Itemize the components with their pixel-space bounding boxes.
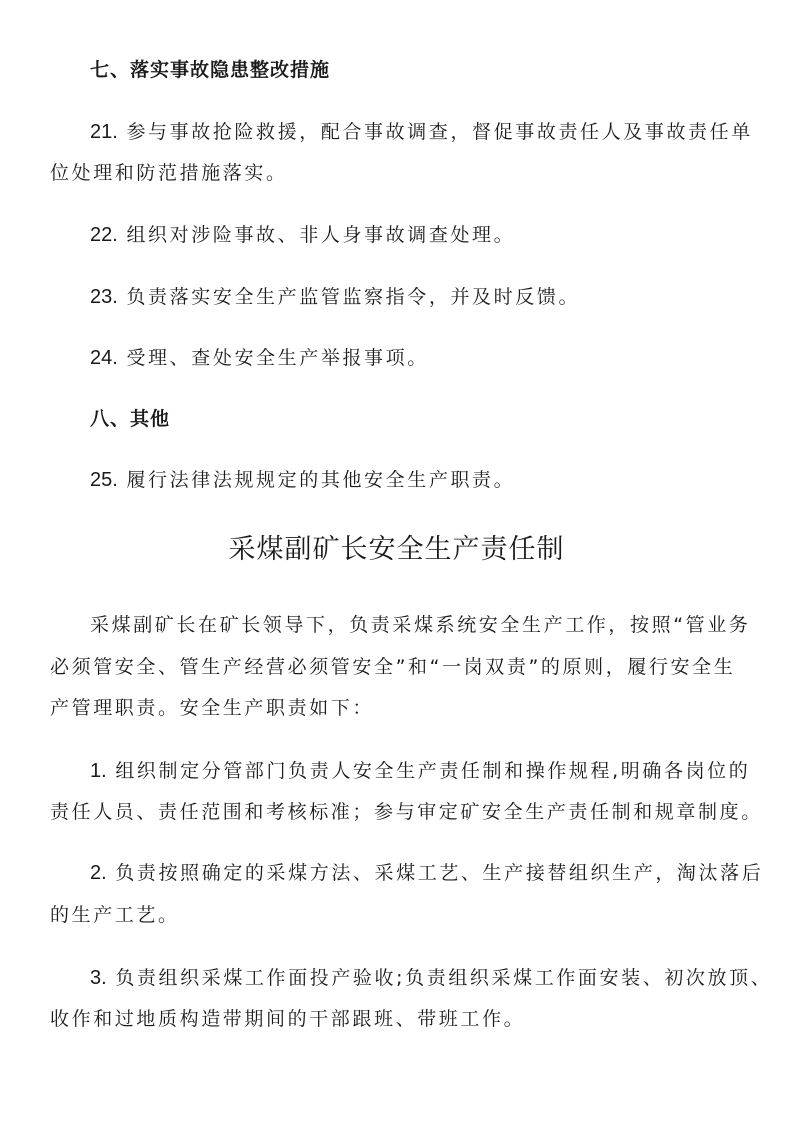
item-number: 25. bbox=[90, 469, 118, 491]
item-text: 履行法律法规规定的其他安全生产职责。 bbox=[117, 469, 516, 491]
item-text: 组织对涉险事故、非人身事故调查处理。 bbox=[117, 224, 516, 246]
item-24 bbox=[90, 345, 790, 371]
item-text: 受理、查处安全生产举报事项。 bbox=[117, 347, 429, 369]
item-number: 22. bbox=[90, 224, 118, 246]
item-text: 负责组织采煤工作面投产验收;负责组织采煤工作面安装、初次放顶、 bbox=[106, 967, 773, 989]
item-number: 2. bbox=[90, 862, 107, 884]
item-text: 负责落实安全生产监管监察指令，并及时反馈。 bbox=[117, 286, 581, 308]
duty-3-line-2: 收作和过地质构造带期间的干部跟班、带班工作。 bbox=[50, 1008, 526, 1030]
duty-1-line-1 bbox=[90, 758, 790, 784]
item-number: 3. bbox=[90, 967, 107, 989]
item-23 bbox=[90, 284, 790, 310]
duty-3-line-1 bbox=[90, 965, 790, 991]
item-25 bbox=[90, 467, 790, 493]
item-number: 23. bbox=[90, 286, 118, 308]
intro-line-1: 采煤副矿长在矿长领导下，负责采煤系统安全生产工作，按照“管业务 bbox=[90, 614, 751, 636]
duty-2-line-1 bbox=[90, 860, 790, 886]
section-heading-7: 七、落实事故隐患整改措施 bbox=[90, 59, 331, 81]
section-heading-8: 八、其他 bbox=[90, 408, 171, 430]
item-text: 参与事故抢险救援，配合事故调查，督促事故责任人及事故责任单 bbox=[117, 121, 753, 143]
item-21-line-2: 位处理和防范措施落实。 bbox=[50, 162, 288, 184]
item-21-line-1 bbox=[90, 119, 790, 145]
document-title: 采煤副矿长安全生产责任制 bbox=[228, 534, 565, 565]
item-number: 21. bbox=[90, 121, 118, 143]
item-22 bbox=[90, 222, 790, 248]
item-text: 组织制定分管部门负责人安全生产责任制和操作规程,明确各岗位的 bbox=[106, 760, 751, 782]
duty-1-line-2: 责任人员、责任范围和考核标准；参与审定矿安全生产责任制和规章制度。 bbox=[50, 801, 763, 823]
intro-line-3: 产管理职责。安全生产职责如下： bbox=[50, 697, 375, 719]
intro-line-2: 必须管安全、管生产经营必须管安全”和“一岗双责”的原则，履行安全生 bbox=[50, 656, 736, 678]
item-text: 负责按照确定的采煤方法、采煤工艺、生产接替组织生产，淘汰落后 bbox=[106, 862, 764, 884]
item-number: 24. bbox=[90, 347, 118, 369]
item-number: 1. bbox=[90, 760, 107, 782]
duty-2-line-2: 的生产工艺。 bbox=[50, 904, 180, 926]
